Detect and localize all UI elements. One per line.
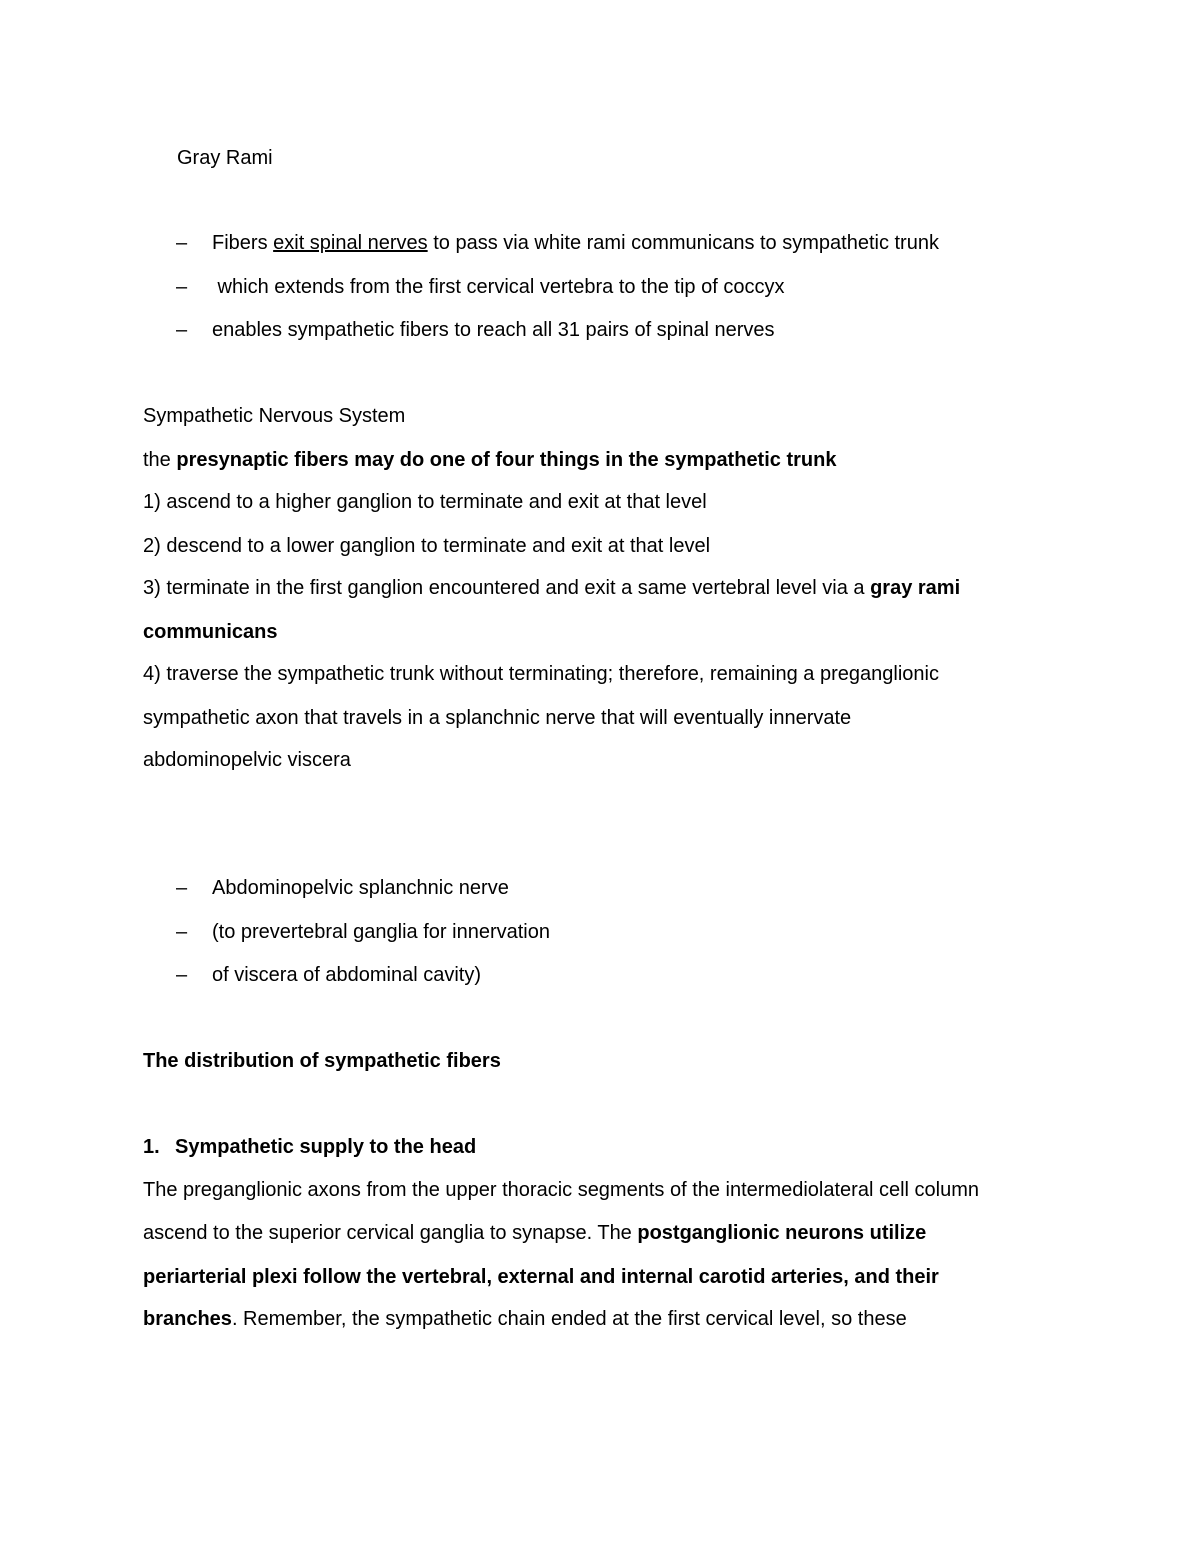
section-1-heading	[143, 1135, 476, 1159]
sns-heading: Sympathetic Nervous System	[143, 405, 406, 427]
distribution-para-line-4	[143, 1307, 907, 1331]
para-line-4-text: . Remember, the sympathetic chain ended at the first cervical level, so these	[231, 1308, 907, 1330]
bullet-dash: –	[176, 964, 188, 986]
bullet-dash: –	[176, 276, 188, 298]
gray-rami-bullet-2	[176, 275, 784, 299]
bullet-dash: –	[176, 319, 188, 341]
bullet-text: enables sympathetic fibers to reach all 31 pairs of spinal nerves	[212, 319, 775, 341]
sns-intro-pre: the	[143, 449, 177, 471]
distribution-para-line-2	[143, 1221, 926, 1245]
sns-item-3-text: 3) terminate in the first ganglion encountered and exit a same vertebral level via a	[143, 577, 871, 599]
bullet-text: Abdominopelvic splanchnic nerve	[212, 877, 509, 899]
bullet-dash: –	[176, 232, 188, 254]
sns-item-3-bold-cont: communicans	[143, 621, 278, 643]
distribution-heading	[143, 1049, 501, 1073]
sns-item-2: 2) descend to a lower ganglion to terminate and exit at that level	[143, 535, 711, 557]
sns-item-4-line-1: 4) traverse the sympathetic trunk without terminating; therefore, remaining a preganglionic	[143, 663, 939, 685]
distribution-para-line-3	[143, 1265, 939, 1289]
sns-item-3-cont	[143, 620, 277, 644]
gray-rami-bullet-1	[176, 231, 939, 255]
splanchnic-bullet-1	[176, 876, 509, 900]
sns-intro	[143, 448, 836, 472]
bullet-text: (to prevertebral ganglia for innervation	[212, 921, 550, 943]
splanchnic-bullet-3	[176, 963, 481, 987]
bullet-dash: –	[176, 921, 188, 943]
sns-intro-bold: presynaptic fibers may do one of four things in the sympathetic trunk	[176, 449, 837, 471]
bullet-text-underlined: exit spinal nerves	[273, 232, 428, 254]
para-line-2-text: ascend to the superior cervical ganglia to synapse. The	[143, 1222, 638, 1244]
bullet-text: which extends from the first cervical vertebra to the tip of coccyx	[212, 276, 785, 298]
bullet-text: of viscera of abdominal cavity)	[212, 964, 482, 986]
bullet-text-pre: Fibers	[212, 232, 274, 254]
splanchnic-bullet-2	[176, 920, 550, 944]
sns-item-3-bold: gray rami	[870, 577, 961, 599]
para-line-3-bold: periarterial plexi follow the vertebral, external and internal carotid arteries, and their	[143, 1266, 939, 1288]
distribution-title: The distribution of sympathetic fibers	[143, 1050, 501, 1072]
sns-item-4-line-2: sympathetic axon that travels in a splanchnic nerve that will eventually innervate	[143, 707, 852, 729]
section-1-number: 1.	[143, 1136, 160, 1158]
sns-item-4-line-3: abdominopelvic viscera	[143, 749, 351, 771]
distribution-para-line-1: The preganglionic axons from the upper thoracic segments of the intermediolateral cell column	[143, 1179, 979, 1201]
bullet-dash: –	[176, 877, 188, 899]
section-1-title: Sympathetic supply to the head	[175, 1136, 477, 1158]
gray-rami-heading: Gray Rami	[177, 147, 273, 169]
para-line-2-bold: postganglionic neurons utilize	[637, 1222, 927, 1244]
gray-rami-bullet-3	[176, 318, 775, 342]
sns-item-3	[143, 576, 960, 600]
para-line-4-bold: branches	[143, 1308, 232, 1330]
sns-item-1: 1) ascend to a higher ganglion to terminate and exit at that level	[143, 491, 707, 513]
bullet-text-post: to pass via white rami communicans to sympathetic trunk	[427, 232, 939, 254]
